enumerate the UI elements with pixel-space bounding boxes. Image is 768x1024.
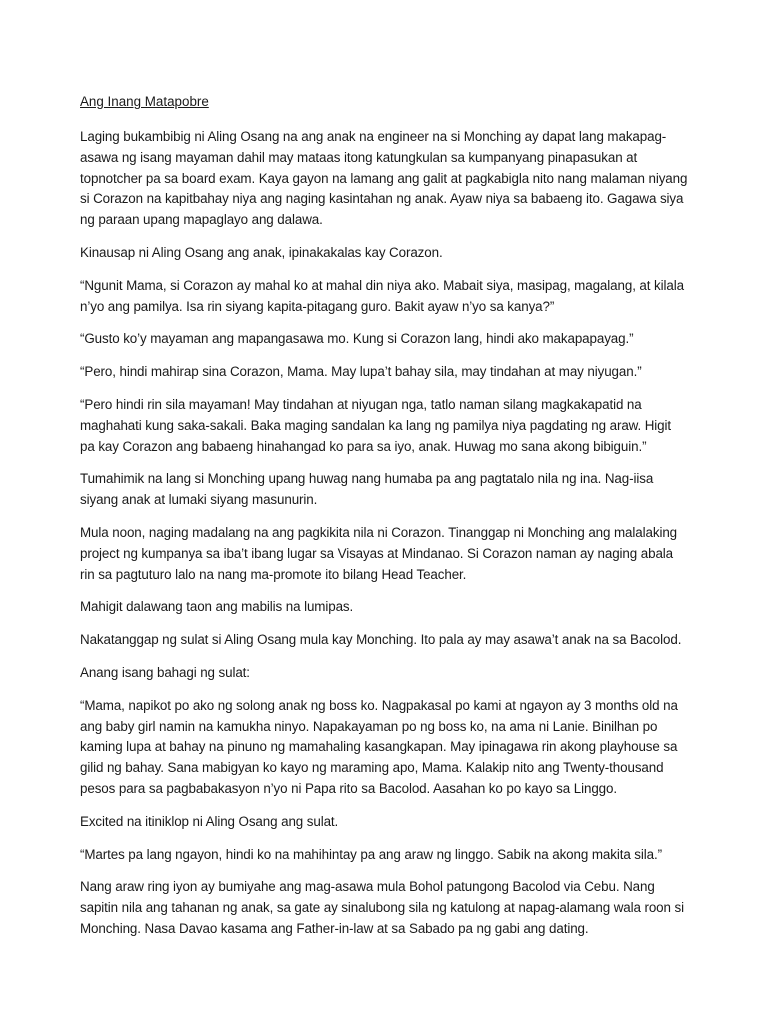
paragraph: “Martes pa lang ngayon, hindi ko na mahihintay pa ang araw ng linggo. Sabik na akong makita sila.”: [80, 846, 662, 862]
paragraph: “Gusto ko’y mayaman ang mapangasawa mo. Kung si Corazon lang, hindi ako makapapayag.”: [80, 331, 634, 347]
paragraph: “Pero, hindi mahirap sina Corazon, Mama. May lupa’t bahay sila, may tindahan at may niyugan.”: [80, 364, 642, 380]
paragraph: Laging bukambibig ni Aling Osang na ang anak na engineer na si Monching ay dapat lang makapag-asawa ng isang mayaman dahil may mataas itong katungkulan sa kumpanyang pinapasukan at topnotcher pa sa board exam. Kaya gayon na lamang ang galit at pagkabigla nito nang malaman niyang si Corazon na kapitbahay niya ang naging kasintahan ng anak. Ayaw niya sa babaeng ito. Gagawa siya ng paraan upang mapaglayo ang dalawa.: [80, 129, 688, 228]
document-title: Ang Inang Matapobre: [80, 94, 209, 109]
paragraph: “Mama, napikot po ako ng solong anak ng boss ko. Nagpakasal po kami at ngayon ay 3 months old na ang baby girl namin na kamukha ninyo. Napakayaman po ng boss ko, na ama ni Lanie. Binilhan po kaming lupa at bahay na pinuno ng mamahaling kasangkapan. May ipinagawa rin akong playhouse sa gilid ng bahay. Sana mabigyan ko kayo ng maraming apo, Mama. Kalakip nito ang Twenty-thousand pesos para sa pagbabakasyon n’yo ni Papa rito sa Bacolod. Aasahan ko po kayo sa Linggo.: [80, 697, 678, 796]
paragraph: “Pero hindi rin sila mayaman! May tindahan at niyugan nga, tatlo naman silang magkakapatid na maghahati kung saka-sakali. Baka maging sandalan ka lang ng pamilya niya pagdating ng araw. Higit pa kay Corazon ang babaeng hinahangad ko para sa iyo, anak. Huwag mo sana akong bibiguin.”: [80, 396, 672, 454]
paragraph: Excited na itiniklop ni Aling Osang ang sulat.: [80, 813, 339, 829]
paragraph: Mula noon, naging madalang na ang pagkikita nila ni Corazon. Tinanggap ni Monching ang malalaking project ng kumpanya sa iba’t ibang lugar sa Visayas at Mindanao. Si Corazon naman ay naging abala rin sa pagtuturo lalo na nang ma-promote ito bilang Head Teacher.: [80, 524, 678, 582]
paragraph: Kinausap ni Aling Osang ang anak, ipinakakalas kay Corazon.: [80, 244, 443, 260]
paragraph: Nakatanggap ng sulat si Aling Osang mula kay Monching. Ito pala ay may asawa’t anak na sa Bacolod.: [80, 632, 682, 648]
paragraph: Mahigit dalawang taon ang mabilis na lumipas.: [80, 599, 354, 615]
paragraph: Tumahimik na lang si Monching upang huwag nang humaba pa ang pagtatalo nila ng ina. Nag-iisa siyang anak at lumaki siyang masunurin.: [80, 471, 654, 508]
document-body: [80, 92, 688, 952]
paragraph: Nang araw ring iyon ay bumiyahe ang mag-asawa mula Bohol patungong Bacolod via Cebu. Nang sapitin nila ang tahanan ng anak, sa gate ay sinalubong sila ng katulong at napag-alamang wala roon si Monching. Nasa Davao kasama ang Father-in-law at sa Sabado pa ng gabi ang dating.: [80, 879, 684, 936]
paragraph: “Ngunit Mama, si Corazon ay mahal ko at mahal din niya ako. Mabait siya, masipag, magalang, at kilala n’yo ang pamilya. Isa rin siyang kapita-pitagang guro. Bakit ayaw n’yo sa kanya?”: [80, 277, 684, 314]
paragraph: Anang isang bahagi ng sulat:: [80, 664, 250, 680]
